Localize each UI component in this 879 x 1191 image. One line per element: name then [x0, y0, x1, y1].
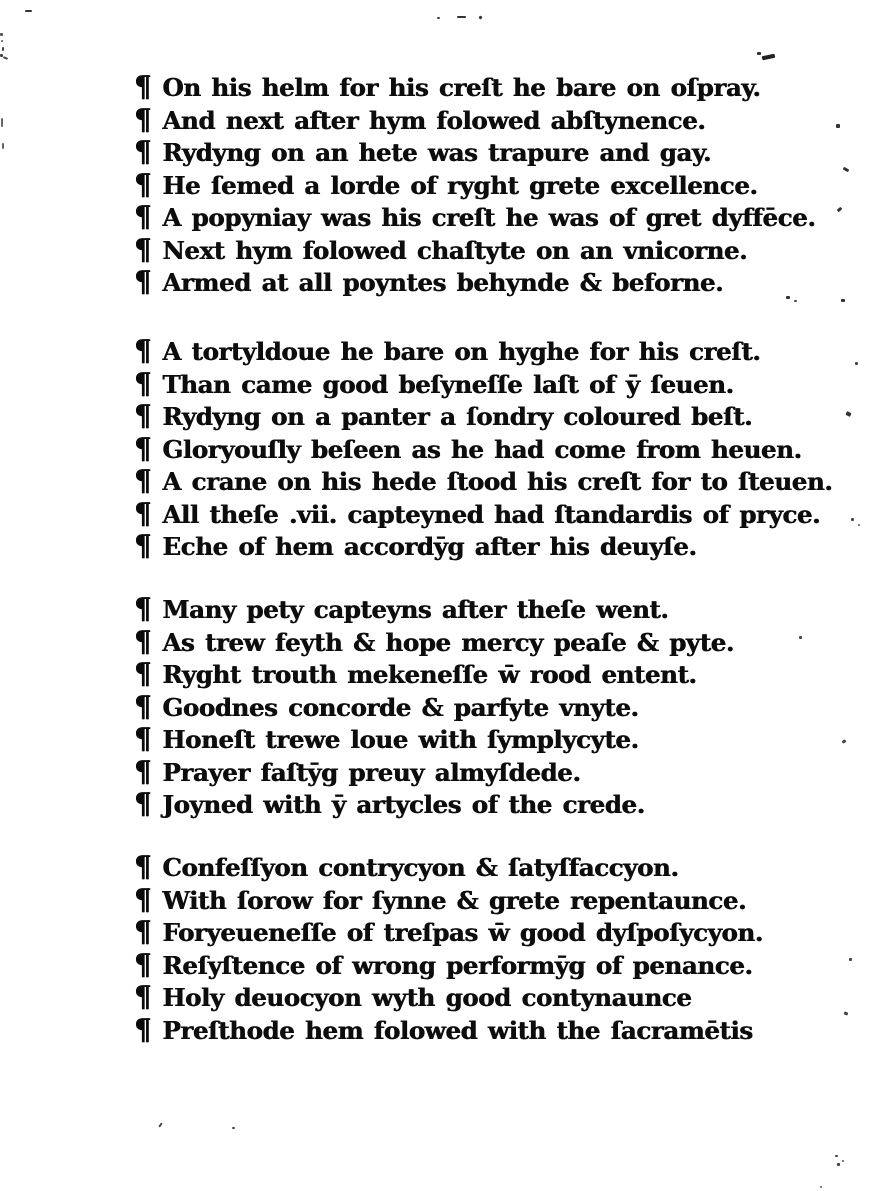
ink-speck — [3, 56, 8, 60]
pilcrow-mark: ¶ — [134, 265, 152, 300]
pilcrow-mark: ¶ — [134, 399, 152, 434]
pilcrow-mark: ¶ — [134, 1013, 152, 1047]
verse-line — [134, 950, 763, 983]
ink-speck — [837, 207, 843, 213]
verse-text: As trew feyth & hope mercy peaſe & pyte. — [162, 627, 734, 657]
ink-speck — [844, 1011, 849, 1015]
verse-text: Many pety capteyns after theſe went. — [162, 595, 669, 624]
ink-speck — [757, 52, 761, 55]
verse-text: Holy deuocyon wyth good contynaunce — [162, 983, 692, 1012]
verse-line — [134, 369, 832, 402]
ink-speck — [2, 47, 4, 51]
ink-speck — [799, 636, 802, 639]
pilcrow-mark: ¶ — [134, 432, 152, 466]
verse-line — [134, 170, 815, 203]
pilcrow-mark: ¶ — [134, 722, 152, 757]
ink-speck — [835, 1155, 838, 1157]
ink-speck — [2, 143, 4, 149]
verse-line — [134, 1015, 763, 1048]
pilcrow-mark: ¶ — [134, 103, 152, 137]
ink-speck — [786, 296, 790, 299]
verse-line — [134, 692, 734, 725]
pilcrow-mark: ¶ — [134, 168, 152, 202]
verse-line — [134, 531, 832, 564]
pilcrow-mark: ¶ — [134, 367, 152, 401]
pilcrow-mark: ¶ — [134, 497, 152, 531]
ink-speck — [855, 362, 858, 365]
ink-speck — [820, 1186, 822, 1188]
stanza-1 — [134, 72, 815, 300]
pilcrow-mark: ¶ — [134, 464, 152, 499]
verse-text: On his helm for his creſt he bare on oſpray. — [162, 73, 761, 102]
verse-line — [134, 72, 815, 105]
verse-line — [134, 627, 734, 660]
pilcrow-mark: ¶ — [134, 755, 152, 789]
stanza-3 — [134, 594, 734, 822]
ink-speck — [457, 16, 466, 18]
pilcrow-mark: ¶ — [134, 980, 152, 1015]
verse-line — [134, 917, 763, 950]
verse-text: A popyniay was his creſt he was of gret dyffēce. — [162, 203, 816, 232]
verse-text: Confeſſyon contrycyon & ſatyſfaccyon. — [162, 853, 679, 882]
pilcrow-mark: ¶ — [134, 233, 152, 267]
verse-text: A crane on his hede ſtood his creſt for to ſteuen. — [162, 467, 833, 496]
verse-line — [134, 757, 734, 790]
pilcrow-mark: ¶ — [134, 948, 152, 982]
pilcrow-mark: ¶ — [134, 690, 152, 724]
verse-text: Rydyng on an hete was trapure and gay. — [162, 138, 711, 167]
verse-line — [134, 235, 815, 268]
verse-text: Goodnes concorde & parfyte vnyte. — [162, 692, 639, 722]
pilcrow-mark: ¶ — [134, 657, 152, 692]
verse-line — [134, 105, 815, 138]
verse-text: And next after hym folowed abſtynence. — [162, 105, 706, 135]
verse-line — [134, 401, 832, 434]
verse-text: Reſyſtence of wrong performȳg of penance. — [162, 950, 753, 980]
ink-speck — [843, 167, 850, 173]
ink-speck — [794, 300, 797, 302]
stanza-2 — [134, 336, 832, 564]
verse-text: All theſe .vii. capteyned had ſtandardis of pryce. — [162, 499, 821, 529]
verse-line — [134, 885, 763, 918]
verse-line — [134, 202, 815, 235]
pilcrow-mark: ¶ — [134, 135, 152, 170]
pilcrow-mark: ¶ — [134, 915, 152, 950]
pilcrow-mark: ¶ — [134, 529, 152, 564]
verse-text: Than came good beſyneſſe laſt of ȳ ſeuen. — [162, 369, 734, 399]
verse-line — [134, 789, 734, 822]
verse-line — [134, 137, 815, 170]
ink-speck — [1, 118, 3, 127]
verse-line — [134, 434, 832, 467]
verse-text: Gloryouſly beſeen as he had come from heuen. — [162, 434, 802, 464]
ink-speck — [849, 958, 852, 961]
pilcrow-mark: ¶ — [134, 625, 152, 659]
ink-speck — [842, 739, 847, 744]
verse-text: He ſemed a lorde of ryght grete excellence. — [162, 170, 758, 200]
pilcrow-mark: ¶ — [134, 787, 152, 822]
pilcrow-mark: ¶ — [134, 334, 152, 369]
pilcrow-mark: ¶ — [134, 592, 152, 627]
verse-line — [134, 336, 832, 369]
verse-text: Ryght trouth mekeneſſe w̄ rood entent. — [162, 660, 697, 689]
verse-line — [134, 267, 815, 300]
verse-text: A tortyldoue he bare on hyghe for his creſt. — [162, 337, 761, 366]
pilcrow-mark: ¶ — [134, 850, 152, 885]
ink-speck — [845, 411, 851, 417]
verse-line — [134, 499, 832, 532]
ink-speck — [25, 10, 32, 12]
ink-speck — [0, 33, 3, 36]
verse-text: Joyned with ȳ artycles of the crede. — [162, 790, 645, 819]
stanza-4 — [134, 852, 763, 1047]
verse-text: Armed at all poyntes behynde & beforne. — [162, 268, 724, 297]
pilcrow-mark: ¶ — [134, 70, 152, 105]
text-block — [134, 0, 834, 1191]
verse-text: Rydyng on a panter a ſondry coloured beſt. — [162, 402, 753, 431]
ink-speck — [837, 1163, 840, 1166]
ink-speck — [1, 40, 3, 42]
ink-speck — [841, 299, 845, 302]
pilcrow-mark: ¶ — [134, 200, 152, 235]
verse-line — [134, 594, 734, 627]
verse-line — [134, 852, 763, 885]
verse-line — [134, 659, 734, 692]
verse-text: Next hym folowed chaſtyte on an vnicorne. — [162, 235, 748, 265]
ink-speck — [851, 518, 854, 521]
verse-line — [134, 724, 734, 757]
verse-text: Preſthode hem folowed with the ſacramētis — [162, 1015, 753, 1045]
verse-text: Foryeueneſſe of treſpas w̄ good dyſpoſycyon. — [162, 918, 763, 947]
ink-speck — [858, 524, 860, 526]
verse-line — [134, 466, 832, 499]
ink-speck — [842, 1160, 844, 1162]
verse-text: With ſorow for ſynne & grete repentaunce. — [162, 885, 747, 915]
verse-text: Prayer faſtȳg preuy almyſdede. — [162, 757, 581, 787]
ink-speck — [836, 124, 840, 128]
ink-speck — [437, 17, 440, 19]
pilcrow-mark: ¶ — [134, 883, 152, 917]
verse-text: Honeſt trewe loue with ſymplycyte. — [162, 725, 639, 754]
verse-line — [134, 982, 763, 1015]
verse-text: Eche of hem accordȳg after his deuyſe. — [162, 532, 697, 561]
ink-speck — [232, 1127, 235, 1129]
